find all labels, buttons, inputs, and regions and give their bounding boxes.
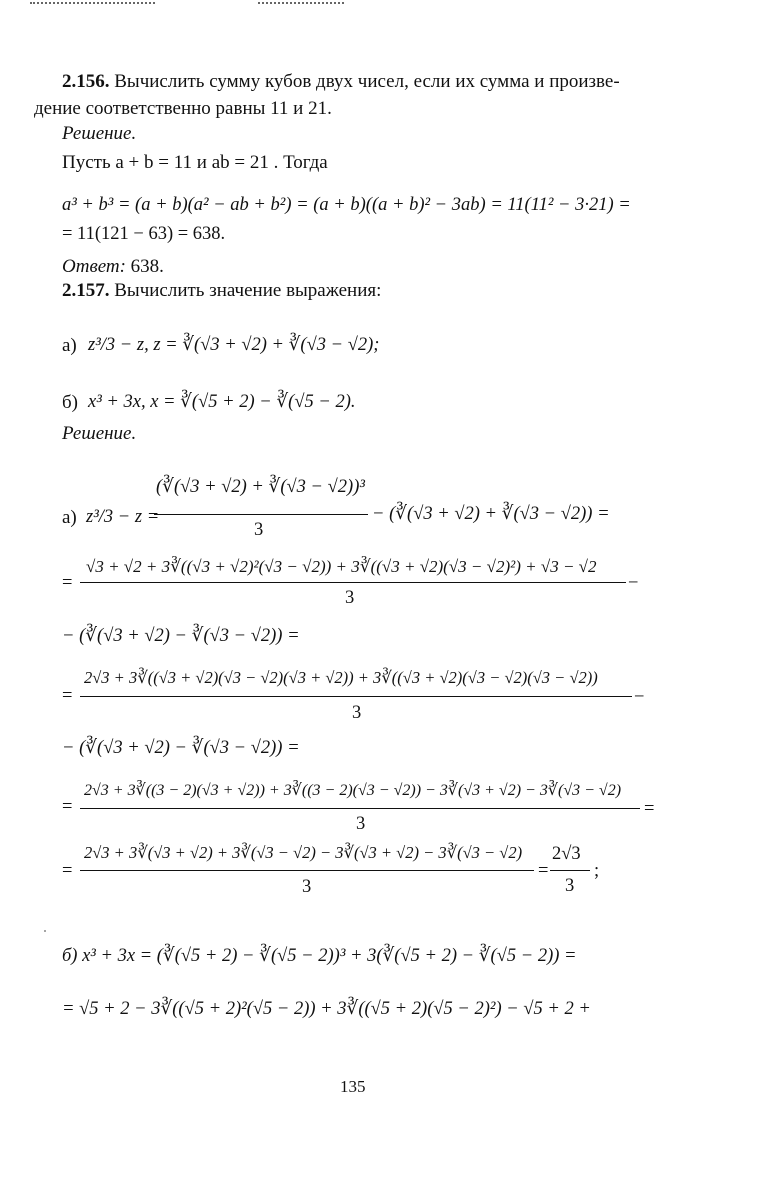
solution-a-frac1-tail: − (∛(√3 + √2) + ∛(√3 − √2)) = bbox=[372, 504, 610, 524]
solution-b-line2: = √5 + 2 − 3∛((√5 + 2)²(√5 − 2)) + 3∛((√5 + 2)(√5 − 2)²) − √5 + 2 + bbox=[62, 999, 591, 1019]
solution-a-result-denominator: 3 bbox=[565, 876, 575, 896]
solution-a-result-eq: = bbox=[538, 861, 549, 881]
solution-a-eq3-lead: = bbox=[62, 686, 73, 706]
solution-a-frac1-bar bbox=[154, 514, 368, 515]
solution-a-eq4-tail: = bbox=[644, 799, 655, 819]
page-number: 135 bbox=[340, 1077, 366, 1096]
solution-a-frac1-denominator: 3 bbox=[254, 520, 264, 540]
problem-156-answer bbox=[62, 257, 164, 276]
answer-label: Ответ: bbox=[62, 256, 126, 277]
scan-artifact-top-left bbox=[30, 2, 155, 4]
problem-156-number: 2.156. bbox=[62, 71, 110, 92]
problem-156-heading bbox=[62, 72, 620, 91]
solution-a-result-bar bbox=[550, 870, 590, 871]
solution-a-line3: − (∛(√3 + √2) − ∛(√3 − √2)) = bbox=[62, 626, 300, 646]
problem-156-calc-line2: = 11(121 − 63) = 638. bbox=[62, 224, 226, 244]
solution-a-label: а) bbox=[62, 507, 77, 528]
problem-157-part-a-label: а) bbox=[62, 335, 77, 356]
problem-156-given: Пусть a + b = 11 и ab = 21 . Тогда bbox=[62, 152, 328, 173]
scan-artifact-top-right bbox=[258, 2, 344, 4]
solution-a-frac1-numerator: (∛(√3 + √2) + ∛(√3 − √2))³ bbox=[156, 477, 365, 497]
problem-156-text-line1: Вычислить сумму кубов двух чисел, если их сумма и произве- bbox=[109, 71, 620, 92]
solution-a-frac3-denominator: 3 bbox=[352, 703, 362, 723]
problem-157-part-b-label: б) bbox=[62, 392, 78, 413]
problem-157-part-b-expr: x³ + 3x, x = ∛(√5 + 2) − ∛(√5 − 2). bbox=[88, 392, 356, 412]
solution-a-frac5-denominator: 3 bbox=[302, 877, 312, 897]
solution-a-frac4-numerator: 2√3 + 3∛((3 − 2)(√3 + √2)) + 3∛((3 − 2)(√3 − √2)) − 3∛(√3 + √2) − 3∛(√3 − √2) bbox=[84, 782, 622, 799]
problem-156-text-line2: дение соответственно равны 11 и 21. bbox=[34, 98, 332, 119]
solution-a-frac2-bar bbox=[80, 582, 626, 583]
solution-a-lhs: z³/3 − z = bbox=[86, 507, 160, 527]
answer-value: 638. bbox=[125, 256, 164, 277]
problem-157-part-a-expr: z³/3 − z, z = ∛(√3 + √2) + ∛(√3 − √2); bbox=[88, 335, 380, 355]
solution-a-frac5-numerator: 2√3 + 3∛(√3 + √2) + 3∛(√3 − √2) − 3∛(√3 + √2) − 3∛(√3 − √2) bbox=[84, 843, 523, 862]
problem-157-heading bbox=[62, 281, 381, 300]
solution-a-eq4-lead: = bbox=[62, 797, 73, 817]
solution-a-frac3-numerator: 2√3 + 3∛((√3 + √2)(√3 − √2)(√3 + √2)) + 3∛((√3 + √2)(√3 − √2)(√3 − √2)) bbox=[84, 668, 598, 687]
problem-157-text: Вычислить значение выражения: bbox=[109, 280, 382, 301]
solution-a-line4: − (∛(√3 + √2) − ∛(√3 − √2)) = bbox=[62, 738, 300, 758]
problem-156-solution-label: Решение. bbox=[62, 123, 137, 144]
solution-a-result-end: ; bbox=[594, 861, 600, 881]
solution-b-line1: б) x³ + 3x = (∛(√5 + 2) − ∛(√5 − 2))³ + 3(∛(√5 + 2) − ∛(√5 − 2)) = bbox=[62, 946, 577, 966]
solution-a-eq2-lead: = bbox=[62, 573, 73, 593]
problem-157-number: 2.157. bbox=[62, 280, 110, 301]
solution-a-eq5-lead: = bbox=[62, 861, 73, 881]
solution-a-frac3-bar bbox=[80, 696, 632, 697]
solution-a-frac5-bar bbox=[80, 870, 534, 871]
solution-a-frac4-bar bbox=[80, 808, 640, 809]
solution-a-frac2-numerator: √3 + √2 + 3∛((√3 + √2)²(√3 − √2)) + 3∛((√3 + √2)(√3 − √2)²) + √3 − √2 bbox=[86, 557, 597, 576]
solution-a-frac2-denominator: 3 bbox=[345, 588, 355, 608]
scan-dot-artifact bbox=[44, 930, 46, 932]
solution-a-eq2-tail: − bbox=[628, 573, 639, 593]
solution-a-result-numerator: 2√3 bbox=[552, 844, 581, 864]
problem-157-solution-label: Решение. bbox=[62, 423, 137, 444]
problem-156-calc-line1: a³ + b³ = (a + b)(a² − ab + b²) = (a + b)((a + b)² − 3ab) = 11(11² − 3·21) = bbox=[62, 195, 631, 215]
solution-a-frac4-denominator: 3 bbox=[356, 814, 366, 834]
solution-a-eq3-tail: − bbox=[634, 687, 645, 707]
